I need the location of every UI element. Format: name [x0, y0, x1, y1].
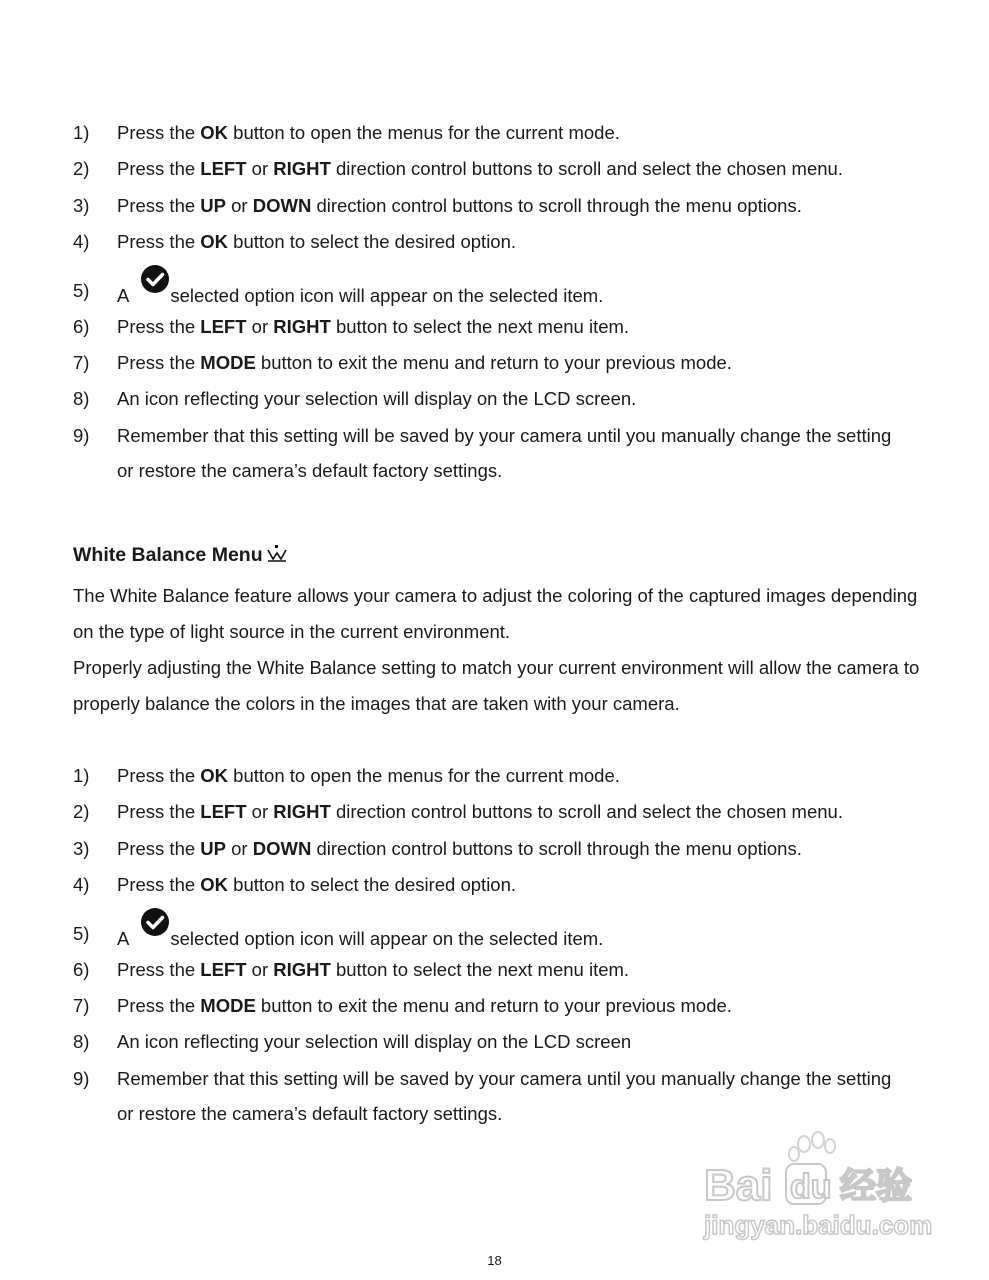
list-item: 9) Remember that this setting will be saved by your camera until you manually change the setting or restore the camera’s default factory settings.: [73, 424, 892, 482]
list-item: 3) Press the UP or DOWN direction control buttons to scroll through the menu options.: [73, 837, 802, 859]
list-item: 6) Press the LEFT or RIGHT button to select the next menu item.: [73, 958, 630, 980]
checkmark-icon: [141, 265, 169, 293]
baidu-watermark-logo: [700, 1130, 940, 1250]
list-item: 5) A selected option icon will appear on the selected item.: [73, 265, 953, 313]
svg-text:Bai: Bai: [704, 1161, 773, 1210]
list-item: 2) Press the LEFT or RIGHT direction control buttons to scroll and select the chosen menu.: [73, 801, 843, 823]
checkmark-icon: [141, 908, 169, 936]
list-item: 3) Press the UP or DOWN direction control buttons to scroll through the menu options.: [73, 194, 802, 216]
list-item: 4) Press the OK button to select the desired option.: [73, 231, 517, 253]
section-heading: White Balance Menu: [73, 541, 287, 569]
list-item: 6) Press the LEFT or RIGHT button to select the next menu item.: [73, 315, 630, 337]
instruction-list-1: [73, 119, 953, 494]
paragraph: The White Balance feature allows your camera to adjust the coloring of the captured images depending on the type of light source in the current environment.: [73, 585, 918, 643]
paragraph: Properly adjusting the White Balance setting to match your current environment will allow the camera to properly balance the colors in the images that are taken with your camera.: [73, 657, 920, 715]
white-balance-icon: [267, 545, 287, 563]
list-item: 2) Press the LEFT or RIGHT direction control buttons to scroll and select the chosen menu.: [73, 158, 843, 180]
svg-text:jingyan.baidu.com: jingyan.baidu.com: [704, 1210, 933, 1240]
list-item: 7) Press the MODE button to exit the menu and return to your previous mode.: [73, 351, 732, 373]
list-item: 7) Press the MODE button to exit the menu and return to your previous mode.: [73, 994, 732, 1016]
instruction-list-2: [73, 762, 953, 1137]
svg-text:du: du: [790, 1168, 832, 1206]
svg-text:经验: 经验: [840, 1166, 913, 1207]
list-item: 5) A selected option icon will appear on the selected item.: [73, 908, 953, 956]
page-number: 18: [487, 1253, 502, 1268]
list-item: 8) An icon reflecting your selection will display on the LCD screen.: [73, 388, 637, 410]
list-item: 1) Press the OK button to open the menus for the current mode.: [73, 765, 620, 786]
list-item: 4) Press the OK button to select the desired option.: [73, 874, 517, 896]
list-item: 9) Remember that this setting will be saved by your camera until you manually change the setting or restore the camera’s default factory settings.: [73, 1067, 892, 1125]
list-item: 1) Press the OK button to open the menus for the current mode.: [73, 122, 620, 143]
list-item: 8) An icon reflecting your selection will display on the LCD screen: [73, 1031, 632, 1053]
